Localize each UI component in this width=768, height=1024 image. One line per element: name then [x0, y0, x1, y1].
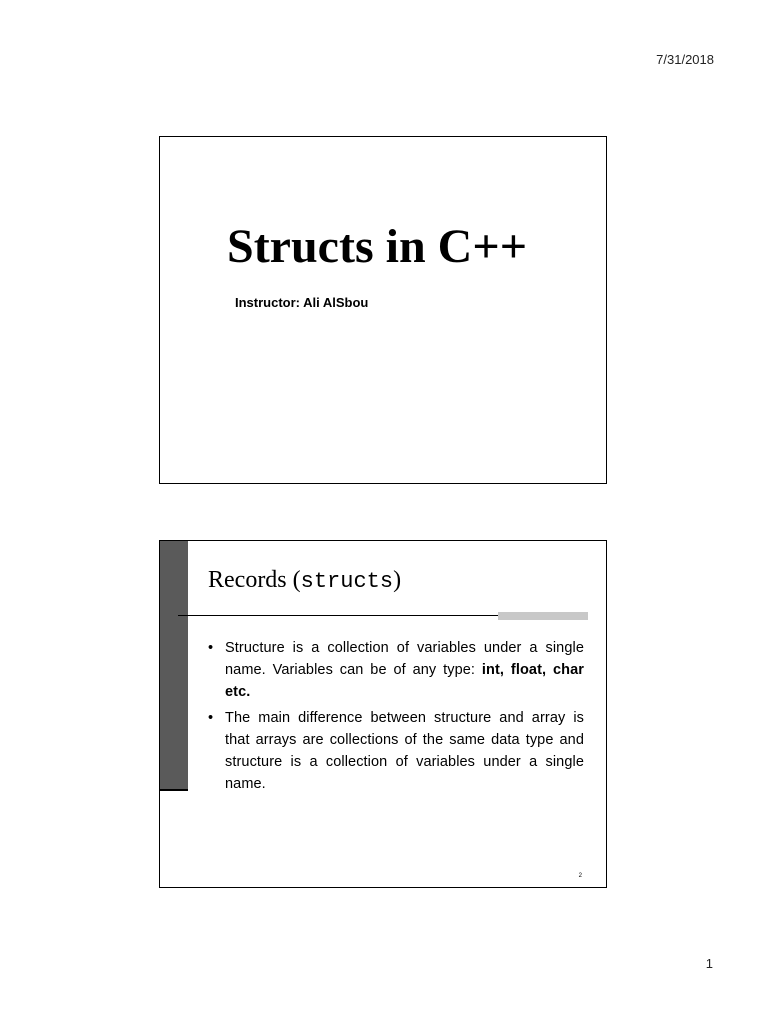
page-number: 1 [705, 956, 713, 971]
bullet-list [208, 637, 584, 799]
heading-text: Records ( [208, 567, 301, 593]
bullet-bold-text: int, float, char etc. [225, 662, 585, 700]
list-item [208, 707, 584, 795]
slide-heading [208, 567, 401, 594]
instructor-subtitle: Instructor: Ali AlSbou [235, 295, 369, 310]
heading-code: structs [300, 569, 394, 594]
slide-2 [159, 540, 607, 888]
slide-side-bar [160, 541, 188, 791]
heading-close: ) [393, 567, 402, 593]
slide-title: Structs in C++ [227, 220, 528, 273]
slide-number: 2 [578, 873, 582, 879]
print-date: 7/31/2018 [656, 52, 714, 67]
list-item [208, 637, 584, 703]
slide-1 [159, 136, 607, 484]
heading-rule-accent [498, 612, 588, 620]
bullet-icon: • [208, 640, 214, 656]
bullet-text: The main difference between structure and array is that arrays are collections of the same data type and structure is a collection of variables under a single name. [225, 710, 584, 792]
bullet-icon: • [208, 710, 214, 726]
bullet-text: Structure is a collection of variables under a single name. Variables can be of any type: [225, 640, 584, 678]
